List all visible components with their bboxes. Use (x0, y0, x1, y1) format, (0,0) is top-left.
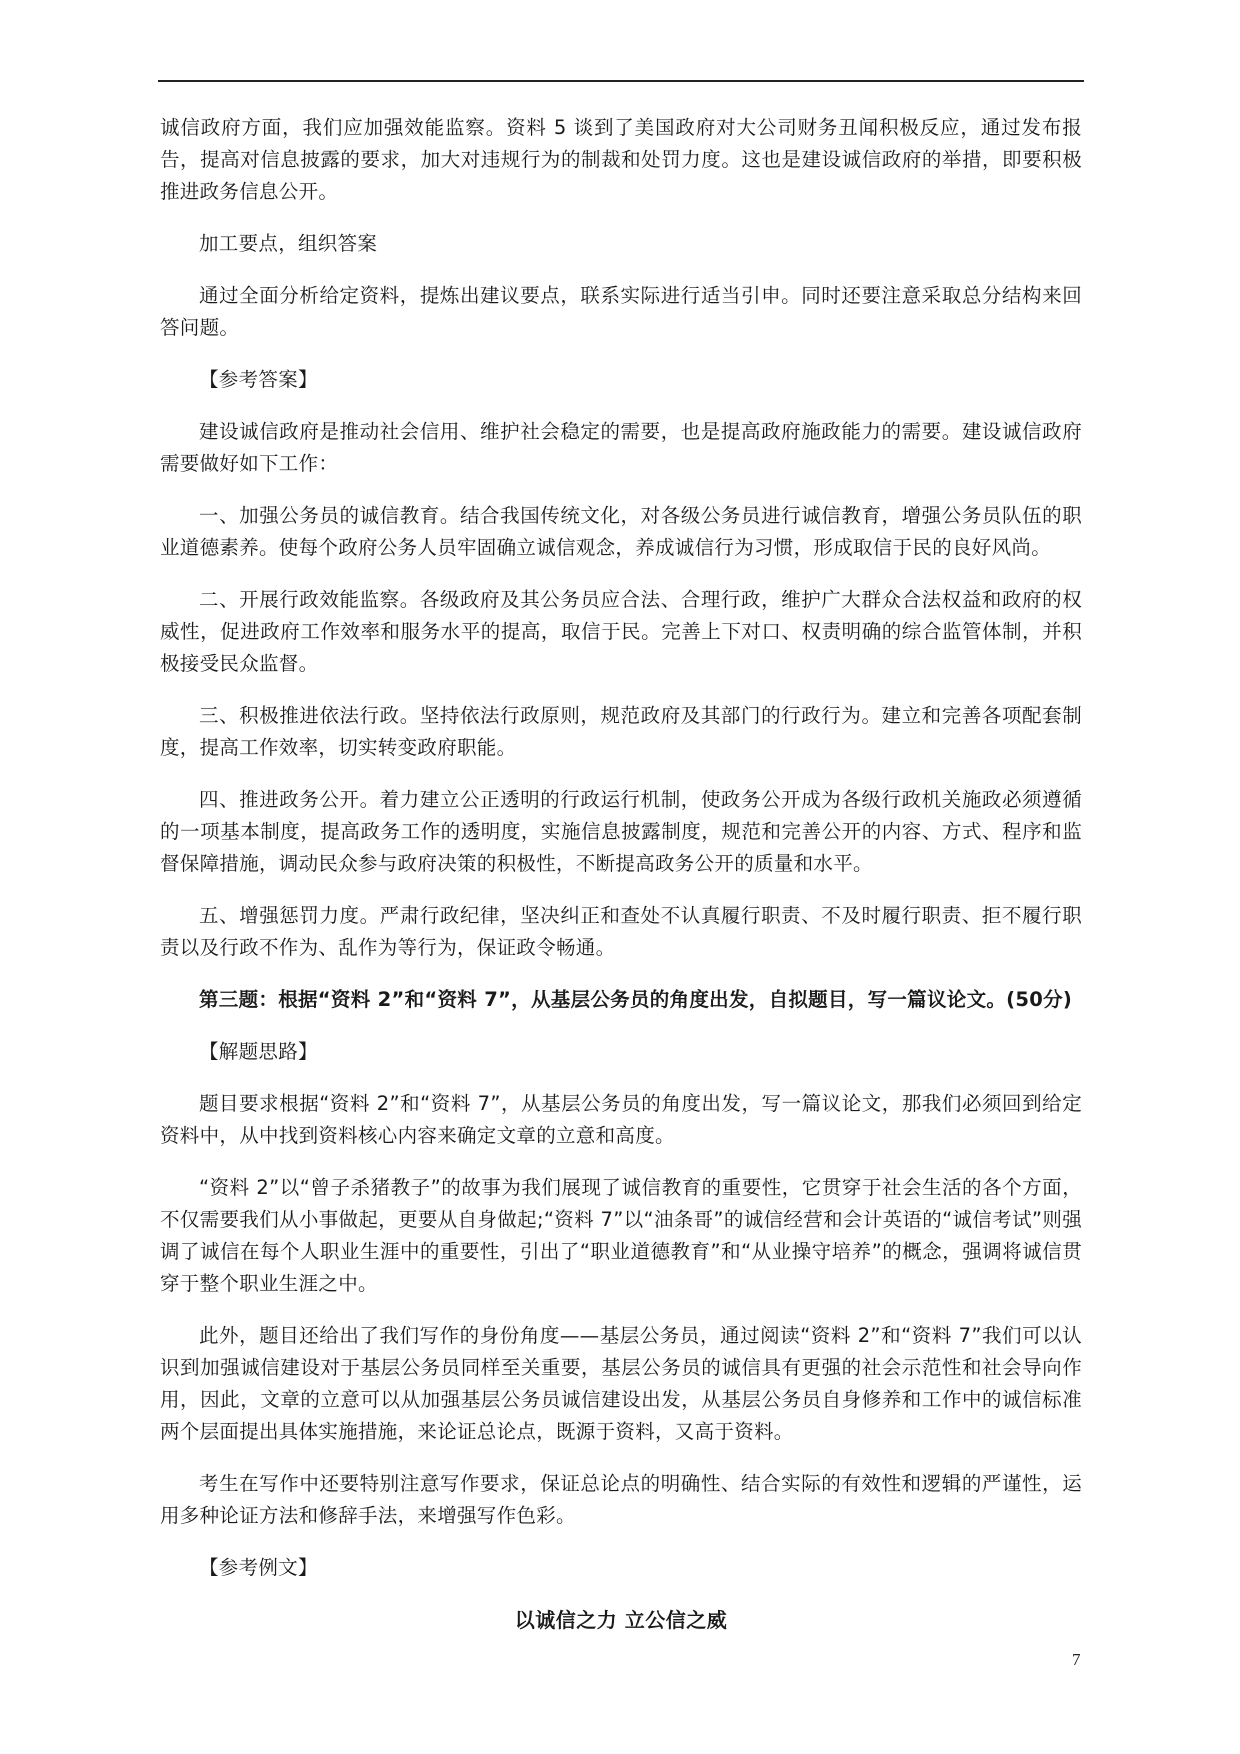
paragraph-processing-points: 加工要点，组织答案 (199, 232, 378, 255)
heading-solution-approach: 【解题思路】 (199, 1040, 318, 1063)
essay-title: 以诚信之力 立公信之威 (514, 1608, 728, 1632)
paragraph-point-five: 五、增强惩罚力度。严肃行政纪律，坚决纠正和查处不认真履行职责、不及时履行职责、拒不履行职责以及行政不作为、乱作为等行为，保证政令畅通。 (160, 904, 1082, 959)
paragraph-point-one: 一、加强公务员的诚信教育。结合我国传统文化，对各级公务员进行诚信教育，增强公务员队伍的职业道德素养。使每个政府公务人员牢固确立诚信观念，养成诚信行为习惯，形成取信于民的良好风尚。 (160, 504, 1082, 559)
paragraph-analysis-method: 通过全面分析给定资料，提炼出建议要点，联系实际进行适当引申。同时还要注意采取总分结构来回答问题。 (160, 284, 1082, 339)
paragraph-efficiency-supervision: 诚信政府方面，我们应加强效能监察。资料 5 谈到了美国政府对大公司财务丑闻积极反应，通过发布报告，提高对信息披露的要求，加大对违规行为的制裁和处罚力度。这也是建设诚信政府的举措，即要积极推进政务信息公开。 (160, 116, 1082, 203)
heading-reference-essay: 【参考例文】 (199, 1556, 318, 1579)
heading-reference-answer: 【参考答案】 (199, 368, 318, 391)
page-number: 7 (1072, 1650, 1081, 1669)
paragraph-material-analysis: “资料 2”以“曾子杀猪教子”的故事为我们展现了诚信教育的重要性，它贯穿于社会生活的各个方面，不仅需要我们从小事做起，更要从自身做起;“资料 7”以“油条哥”的诚信经营和会计英语的“诚信考试”则强调了诚信在每个人职业生涯中的重要性，引出了“职业道德教育”和“从业操守培养”的概念，强调将诚信贯穿于整个职业生涯之中。 (160, 1176, 1082, 1295)
document-body (160, 112, 1082, 1636)
paragraph-question-requirement: 题目要求根据“资料 2”和“资料 7”，从基层公务员的角度出发，写一篇议论文，那我们必须回到给定资料中，从中找到资料核心内容来确定文章的立意和高度。 (160, 1092, 1082, 1147)
paragraph-point-two: 二、开展行政效能监察。各级政府及其公务员应合法、合理行政，维护广大群众合法权益和政府的权威性，促进政府工作效率和服务水平的提高，取信于民。完善上下对口、权责明确的综合监管体制，并积极接受民众监督。 (160, 588, 1082, 675)
paragraph-identity-angle: 此外，题目还给出了我们写作的身份角度——基层公务员，通过阅读“资料 2”和“资料 7”我们可以认识到加强诚信建设对于基层公务员同样至关重要，基层公务员的诚信具有更强的社会示范性和社会导向作用，因此，文章的立意可以从加强基层公务员诚信建设出发，从基层公务员自身修养和工作中的诚信标准两个层面提出具体实施措施，来论证总论点，既源于资料，又高于资料。 (160, 1324, 1082, 1443)
header-rule (158, 80, 1084, 82)
paragraph-answer-intro: 建设诚信政府是推动社会信用、维护社会稳定的需要，也是提高政府施政能力的需要。建设诚信政府需要做好如下工作： (160, 420, 1082, 475)
paragraph-writing-requirements: 考生在写作中还要特别注意写作要求，保证总论点的明确性、结合实际的有效性和逻辑的严谨性，运用多种论证方法和修辞手法，来增强写作色彩。 (160, 1472, 1082, 1527)
paragraph-point-four: 四、推进政务公开。着力建立公正透明的行政运行机制，使政务公开成为各级行政机关施政必须遵循的一项基本制度，提高政务工作的透明度，实施信息披露制度，规范和完善公开的内容、方式、程序和监督保障措施，调动民众参与政府决策的积极性，不断提高政务公开的质量和水平。 (160, 788, 1082, 875)
question-three-heading: 第三题：根据“资料 2”和“资料 7”，从基层公务员的角度出发，自拟题目，写一篇议论文。(50分) (199, 988, 1073, 1011)
paragraph-point-three: 三、积极推进依法行政。坚持依法行政原则，规范政府及其部门的行政行为。建立和完善各项配套制度，提高工作效率，切实转变政府职能。 (160, 704, 1082, 759)
